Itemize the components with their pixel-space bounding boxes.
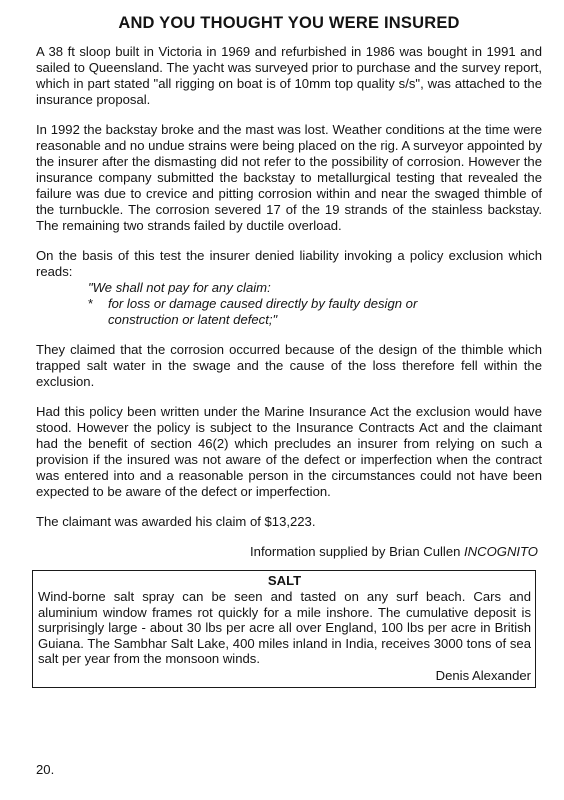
article-title: AND YOU THOUGHT YOU WERE INSURED [118,14,460,32]
paragraph-denial: On the basis of this test the insurer denied liability invoking a policy exclusion which reads: [36,248,542,279]
salt-sidebar-box [32,570,536,688]
salt-title: SALT [267,573,302,588]
paragraph-claim-reason: They claimed that the corrosion occurred because of the design of the thimble which trapped salt water in the swage and the cause of the loss therefore fell within the exclusion. [36,342,542,389]
quote-bullet: * [88,296,94,311]
salt-text: Wind-borne salt spray can be seen and tasted on any surf beach. Cars and aluminium window frames rot quickly for a mile inshore. The cumulative deposit is surprisingly large - about 30 lbs per acre all over England, 100 lbs per acre in British Guiana. The Sambhar Salt Lake, 400 miles inland in India, receives 3000 tons of sea salt per year from the monsoon winds. [38,589,531,666]
credit-name: INCOGNITO [464,544,538,559]
paragraph-outcome: The claimant was awarded his claim of $13,223. [36,514,316,529]
credit-prefix: Information supplied by Brian Cullen [250,544,465,559]
quote-line-3: construction or latent defect;" [108,312,278,327]
page-number: 20. [36,762,55,777]
policy-exclusion-quote [88,280,542,328]
quote-line-2: for loss or damage caused directly by faulty design or [108,296,418,311]
salt-author: Denis Alexander [435,667,531,683]
article-credit [36,544,542,560]
paragraph-backstay-failure: In 1992 the backstay broke and the mast was lost. Weather conditions at the time were reasonable and no undue strains were being placed on the rig. A surveyor appointed by the insurer after the dismasting did not refer to the possibility of corrosion. However the insurance company submitted the backstay to metallurgical testing that revealed the failure was due to crevice and pitting corrosion within and near the swaged thimble of the turnbuckle. The corrosion severed 17 of the 19 strands of the stainless backstay. The remaining two strands failed by ductile overload. [36,122,542,233]
page [36,12,542,688]
quote-bullet-row [88,296,542,312]
paragraph-purchase: A 38 ft sloop built in Victoria in 1969 and refurbished in 1986 was bought in 1991 and sailed to Queensland. The yacht was surveyed prior to purchase and the survey report, which in part stated "all rigging on boat is of 10mm top quality s/s", was attached to the insurance proposal. [36,44,542,107]
paragraph-legal-analysis: Had this policy been written under the Marine Insurance Act the exclusion would have stood. However the policy is subject to the Insurance Contracts Act and the claimant had the benefit of section 46(2) which precludes an insurer from relying on such a provision if the insured was not aware of the defect or imperfection when the contract was entered into and a reasonable person in the circumstances could not have been expected to be aware of the defect or imperfection. [36,404,542,499]
quote-line-1: "We shall not pay for any claim: [88,280,271,295]
